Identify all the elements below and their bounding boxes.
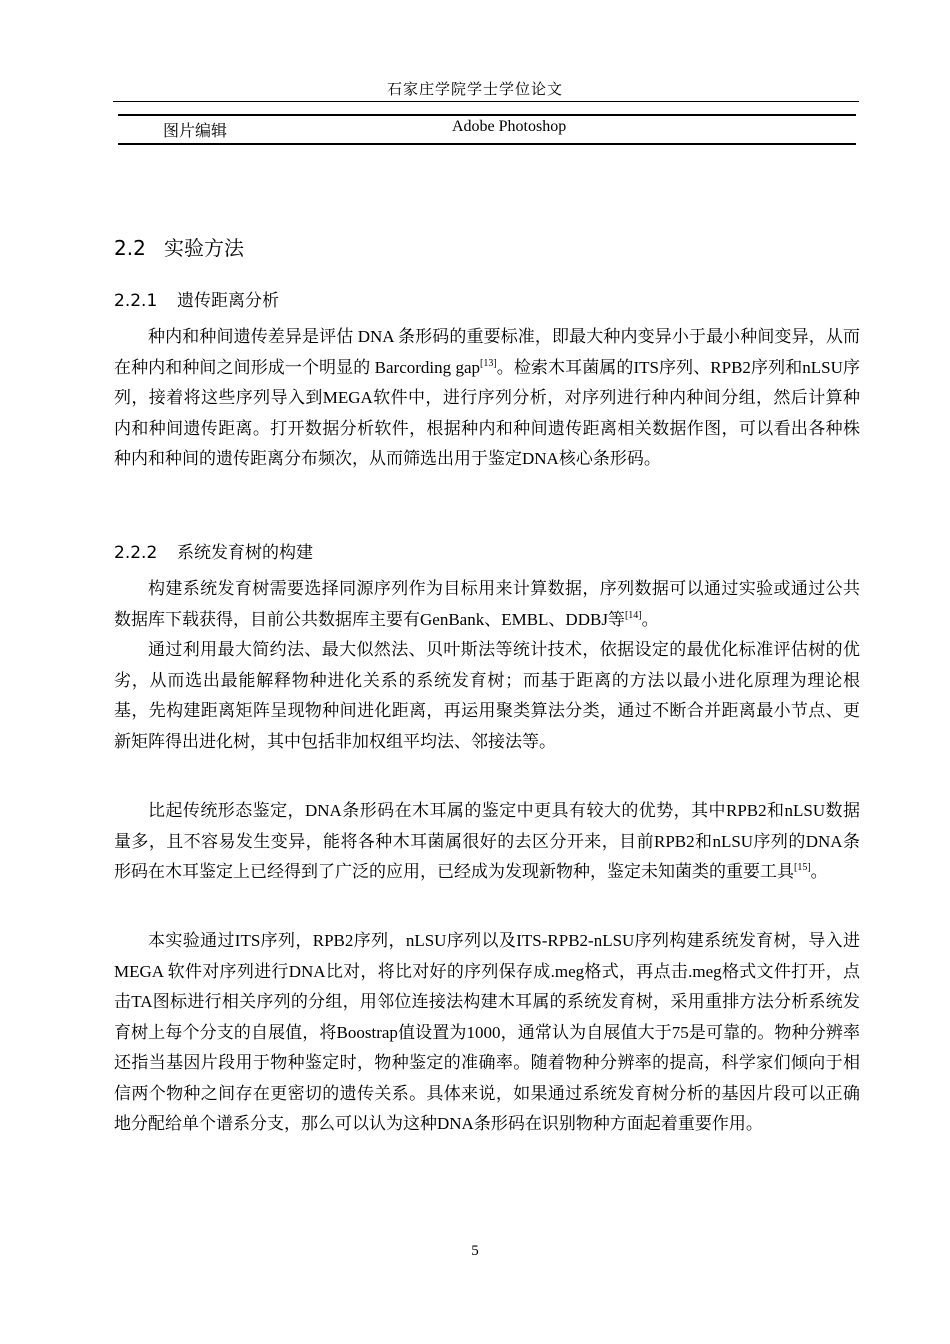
section-heading-2-2 <box>114 232 244 261</box>
table-bottom-rule <box>118 143 856 145</box>
paragraph-text: 。 <box>641 609 659 629</box>
table-top-rule <box>118 114 856 116</box>
citation-ref: [15] <box>794 862 811 873</box>
paragraph-experiment: 本实验通过ITS序列，RPB2序列，nLSU序列以及ITS-RPB2-nLSU序列构建系统发育树，导入进MEGA 软件对序列进行DNA比对，将比对好的序列保存成.meg格式，再点击.meg格式文件打开，点击TA图标进行相关序列的分组，用邻位连接法构建木耳属的系统发育树，采用重排方法分析系统发育树上每个分支的自展值，将Boostrap值设置为1000，通常认为自展值大于75是可靠的。物种分辨率还指当基因片段用于物种鉴定时，物种鉴定的准确率。随着物种分辨率的提高，科学家们倾向于相信两个物种之间存在更密切的遗传关系。具体来说，如果通过系统发育树分析的基因片段可以正确地分配给单个谱系分支，那么可以认为这种DNA条形码在识别物种方面起着重要作用。 <box>114 931 860 1133</box>
section-number: 2.2.2 <box>114 543 158 563</box>
page-number: 5 <box>471 1243 479 1259</box>
section-number: 2.2.1 <box>114 291 158 311</box>
paragraph-text: 。检索木耳菌属的ITS序列、RPB2序列和nLSU序列，接着将这些序列导入到MEGA软件中，进行序列分析，对序列进行种内种间分组，然后计算种内和种间遗传距离。打开数据分析软件，根据种内和种间遗传距离相关数据作图，可以看出各种株种内和种间的遗传距离分布频次，从而筛选出用于鉴定DNA核心条形码。 <box>114 357 860 468</box>
paragraph-tree-data <box>114 574 860 635</box>
header-rule <box>113 101 859 102</box>
section-title: 遗传距离分析 <box>177 291 279 311</box>
section-title: 系统发育树的构建 <box>177 543 313 563</box>
table-cell-label: 图片编辑 <box>163 123 228 140</box>
paragraph-tree-methods: 通过利用最大简约法、最大似然法、贝叶斯法等统计技术，依据设定的最优化标准评估树的优劣，从而选出最能解释物种进化关系的系统发育树；而基于距离的方法以最小进化原理为理论根基，先构建距离矩阵呈现物种间进化距离，再运用聚类算法分类，通过不断合并距离最小节点、更新矩阵得出进化树，其中包括非加权组平均法、邻接法等。 <box>114 640 860 751</box>
table-cell-value: Adobe Photoshop <box>452 118 567 135</box>
paragraph-text: 种内和种间遗传差异是评估 DNA 条形码的重要标准，即最大种内变异小于最小种间变异，从而在种内和种间之间形成一个明显的 Barcording gap <box>114 327 860 377</box>
paragraph-text: 比起传统形态鉴定，DNA条形码在木耳属的鉴定中更具有较大的优势，其中RPB2和nLSU数据量多，且不容易发生变异，能将各种木耳菌属很好的去区分开来，目前RPB2和nLSU序列的DNA条形码在木耳鉴定上已经得到了广泛的应用，已经成为发现新物种，鉴定未知菌类的重要工具 <box>114 801 860 881</box>
paragraph-genetic-distance <box>114 322 860 475</box>
section-title: 实验方法 <box>164 236 244 260</box>
section-number: 2.2 <box>114 236 146 260</box>
section-heading-2-2-1 <box>114 286 279 311</box>
section-heading-2-2-2 <box>114 538 313 563</box>
paragraph-text: 构建系统发育树需要选择同源序列作为目标用来计算数据，序列数据可以通过实验或通过公共数据库下载获得，目前公共数据库主要有GenBank、EMBL、DDBJ等 <box>114 579 860 629</box>
paragraph-text: 。 <box>810 862 828 881</box>
page-header-title: 石家庄学院学士学位论文 <box>386 82 563 98</box>
citation-ref: [14] <box>624 609 642 621</box>
citation-ref: [13] <box>480 357 497 369</box>
paragraph-barcode-advantage <box>114 796 860 888</box>
